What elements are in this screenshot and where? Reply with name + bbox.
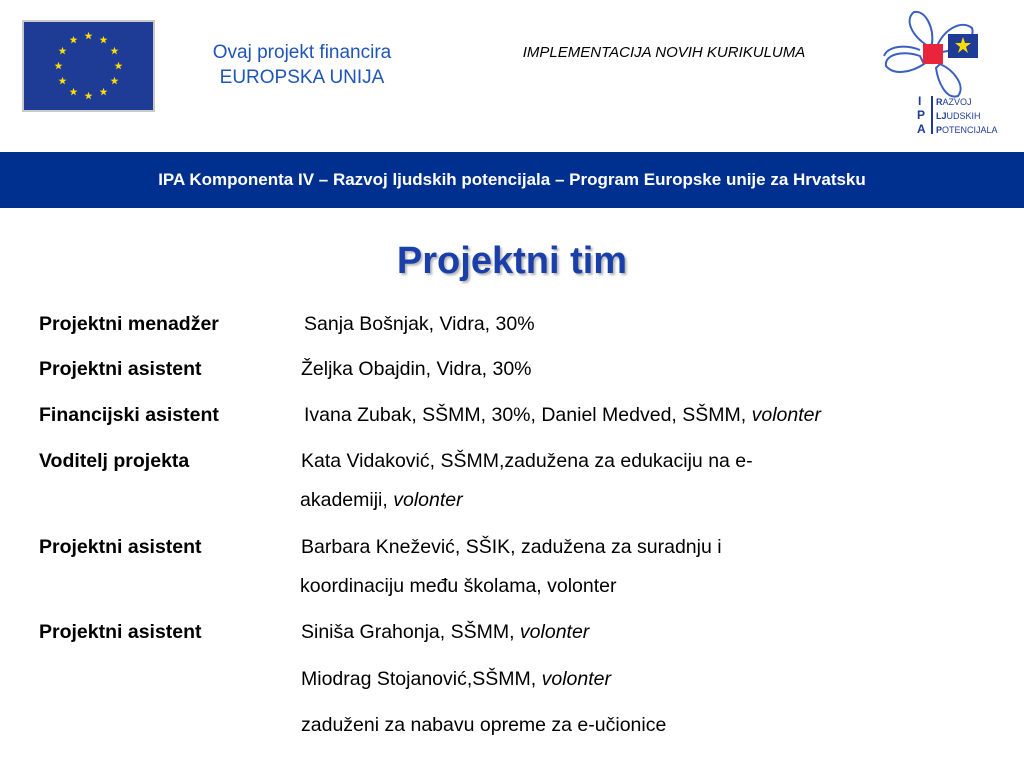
funding-line-2: EUROPSKA UNIJA	[219, 67, 385, 88]
team-value-1: Sanja Bošnjak, Vidra, 30%	[304, 313, 535, 335]
ipa-logo	[872, 6, 1012, 141]
svg-text:RAZVOJ	[936, 97, 972, 107]
logo-letter-i: I	[918, 94, 922, 108]
red-square-icon	[923, 44, 943, 64]
eu-star-icon	[59, 47, 67, 55]
logo-letter-p: P	[917, 108, 926, 122]
team-value-6-line2	[301, 660, 611, 698]
eu-star-icon	[100, 36, 108, 44]
team-value-6	[301, 613, 589, 651]
logo-word-1-initial: R	[936, 97, 943, 107]
team-value-6-line2-text: Miodrag Stojanović,SŠMM,	[301, 668, 542, 690]
eu-star-icon	[85, 92, 93, 100]
logo-word-2-rest: UDSKIH	[946, 111, 981, 121]
team-value-5-line2: koordinaciju među školama, volonter	[300, 575, 617, 597]
team-value-3-italic: volonter	[751, 404, 821, 426]
eu-star-icon	[55, 62, 63, 70]
team-role-6: Projektni asistent	[39, 621, 202, 643]
team-value-3	[304, 396, 821, 434]
eu-star-icon	[85, 32, 93, 40]
team-role-4: Voditelj projekta	[39, 450, 190, 472]
logo-word-3-initial: P	[936, 125, 943, 135]
program-banner	[0, 152, 1024, 208]
team-role-3: Financijski asistent	[39, 404, 219, 426]
eu-star-icon	[59, 77, 67, 85]
team-value-6-line3: zaduženi za nabavu opreme za e-učionice	[301, 714, 667, 736]
eu-star-icon	[115, 62, 123, 70]
logo-word-2-initial: LJ	[936, 111, 947, 121]
eu-flag-logo	[22, 20, 155, 112]
eu-star-icon	[110, 77, 118, 85]
team-value-4-italic: volonter	[393, 489, 463, 511]
team-value-2: Željka Obajdin, Vidra, 30%	[301, 358, 532, 380]
team-value-4: Kata Vidaković, SŠMM,zadužena za edukaciju na e-	[301, 450, 753, 472]
eu-star-icon	[70, 36, 78, 44]
logo-letter-a: A	[917, 122, 926, 136]
team-value-6-line2-italic: volonter	[541, 668, 611, 690]
team-value-6-italic: volonter	[519, 621, 590, 643]
team-value-4-line2-text: akademiji,	[300, 489, 394, 511]
funding-line-1: Ovaj projekt financira	[212, 42, 392, 63]
svg-text:POTENCIJALA	[936, 125, 998, 135]
eu-star-icon	[100, 88, 108, 96]
team-role-5: Projektni asistent	[39, 536, 202, 558]
svg-text:LJUDSKIH	[936, 111, 981, 121]
eu-star-icon	[110, 47, 118, 55]
team-role-2: Projektni asistent	[39, 358, 202, 380]
team-value-5: Barbara Knežević, SŠIK, zadužena za suradnju i	[301, 536, 722, 558]
program-banner-text: IPA Komponenta IV – Razvoj ljudskih potencijala – Program Europske unije za Hrvatsku	[158, 170, 866, 189]
funding-statement	[168, 40, 436, 90]
team-value-4-line2	[300, 481, 463, 519]
eu-star-icon	[70, 88, 78, 96]
logo-word-3-rest: OTENCIJALA	[942, 125, 998, 135]
logo-word-1-rest: AZVOJ	[942, 97, 972, 107]
implementation-heading: IMPLEMENTACIJA NOVIH KURIKULUMA	[522, 44, 806, 61]
team-value-6-text: Siniša Grahonja, SŠMM,	[301, 621, 520, 643]
page-title: Projektni tim	[396, 240, 628, 282]
team-role-1: Projektni menadžer	[39, 313, 219, 335]
team-value-3-text: Ivana Zubak, SŠMM, 30%, Daniel Medved, SŠMM,	[304, 404, 752, 426]
